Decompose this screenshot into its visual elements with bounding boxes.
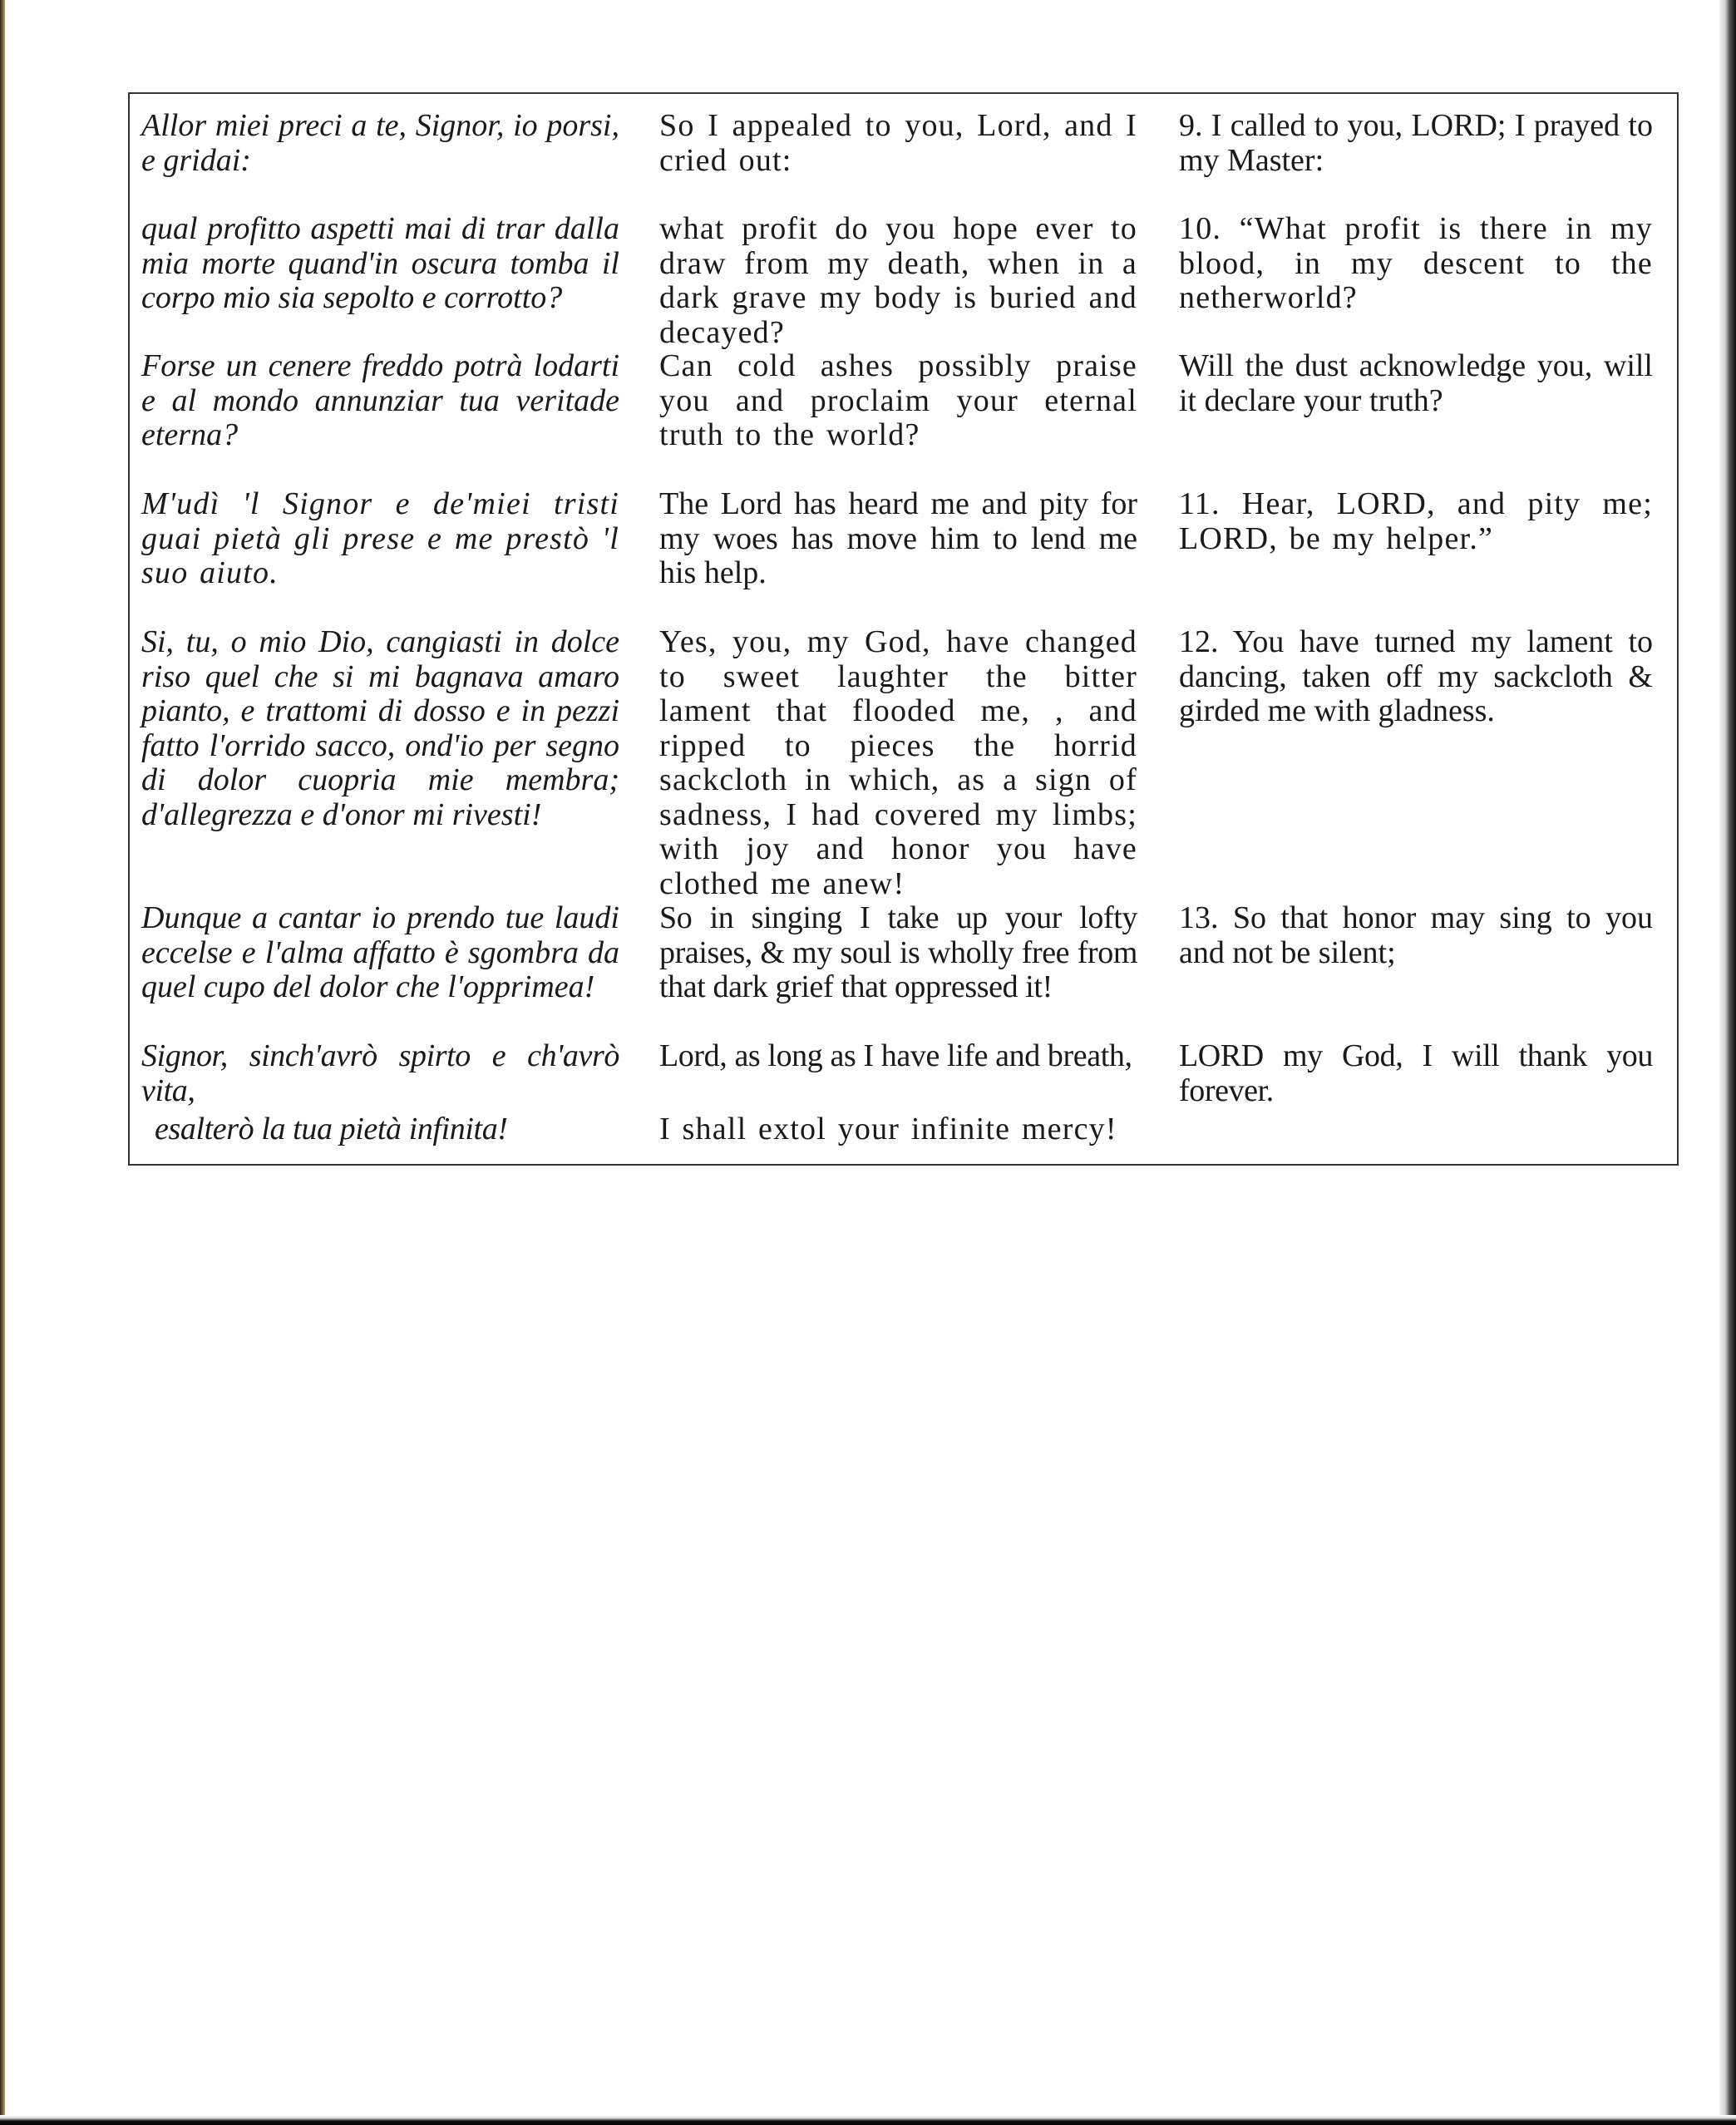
psalm-verse: 12. You have turned my lament to dancing, taken off my sackcloth & girded me with gladness.: [1179, 624, 1653, 728]
italian-verse: esalterò la tua pietà infinita!: [155, 1112, 508, 1146]
english-translation: Yes, you, my God, have changed to sweet laughter the bitter lament that flooded me, , and ripped to pieces the horrid sackcloth in which, as a sign of sadness, I had covered my limbs; with joy and honor you have clothed me anew!: [659, 624, 1137, 901]
psalm-verse: 13. So that honor may sing to you and not be silent;: [1179, 900, 1653, 970]
scan-border-bottom: [0, 2115, 1736, 2125]
psalm-verse: 10. “What profit is there in my blood, in my descent to the netherworld?: [1179, 211, 1653, 315]
psalm-verse: 11. Hear, LORD, and pity me; LORD, be my helper.”: [1179, 486, 1653, 556]
italian-verse: Forse un cenere freddo potrà lodarti e al mondo annunziar tua veritade eterna?: [141, 348, 619, 452]
italian-verse: Si, tu, o mio Dio, cangiasti in dolce riso quel che si mi bagnava amaro pianto, e trattomi di dosso e in pezzi fatto l'orrido sacco, ond'io per segno di dolor cuopria mie membra; d'allegrezza e d'onor mi rivesti!: [141, 624, 619, 832]
italian-verse: M'udì 'l Signor e de'miei tristi guai pietà gli prese e me prestò 'l suo aiuto.: [141, 486, 619, 590]
italian-verse: Dunque a cantar io prendo tue laudi eccelse e l'alma affatto è sgombra da quel cupo del dolor che l'opprimea!: [141, 900, 619, 1004]
italian-verse: Signor, sinch'avrò spirto e ch'avrò vita,: [141, 1038, 619, 1108]
english-translation: Can cold ashes possibly praise you and proclaim your eternal truth to the world?: [659, 348, 1137, 452]
english-translation: I shall extol your infinite mercy!: [659, 1112, 1117, 1146]
scan-border-left: [0, 0, 5, 2125]
italian-verse: Allor miei preci a te, Signor, io porsi, e gridai:: [141, 108, 619, 178]
english-translation: Lord, as long as I have life and breath,: [659, 1038, 1132, 1073]
psalm-verse: LORD my God, I will thank you forever.: [1179, 1038, 1653, 1108]
psalm-verse: Will the dust acknowledge you, will it declare your truth?: [1179, 348, 1653, 418]
scan-border-right: [1719, 0, 1736, 2125]
psalm-verse: 9. I called to you, LORD; I prayed to my Master:: [1179, 108, 1653, 178]
italian-verse: qual profitto aspetti mai di trar dalla mia morte quand'in oscura tomba il corpo mio sia sepolto e corrotto?: [141, 211, 619, 315]
english-translation: So I appealed to you, Lord, and I cried out:: [659, 108, 1137, 178]
english-translation: So in singing I take up your lofty praises, & my soul is wholly free from that dark grief that oppressed it!: [659, 900, 1137, 1004]
english-translation: The Lord has heard me and pity for my woes has move him to lend me his help.: [659, 486, 1137, 590]
english-translation: what profit do you hope ever to draw from my death, when in a dark grave my body is buried and decayed?: [659, 211, 1137, 350]
